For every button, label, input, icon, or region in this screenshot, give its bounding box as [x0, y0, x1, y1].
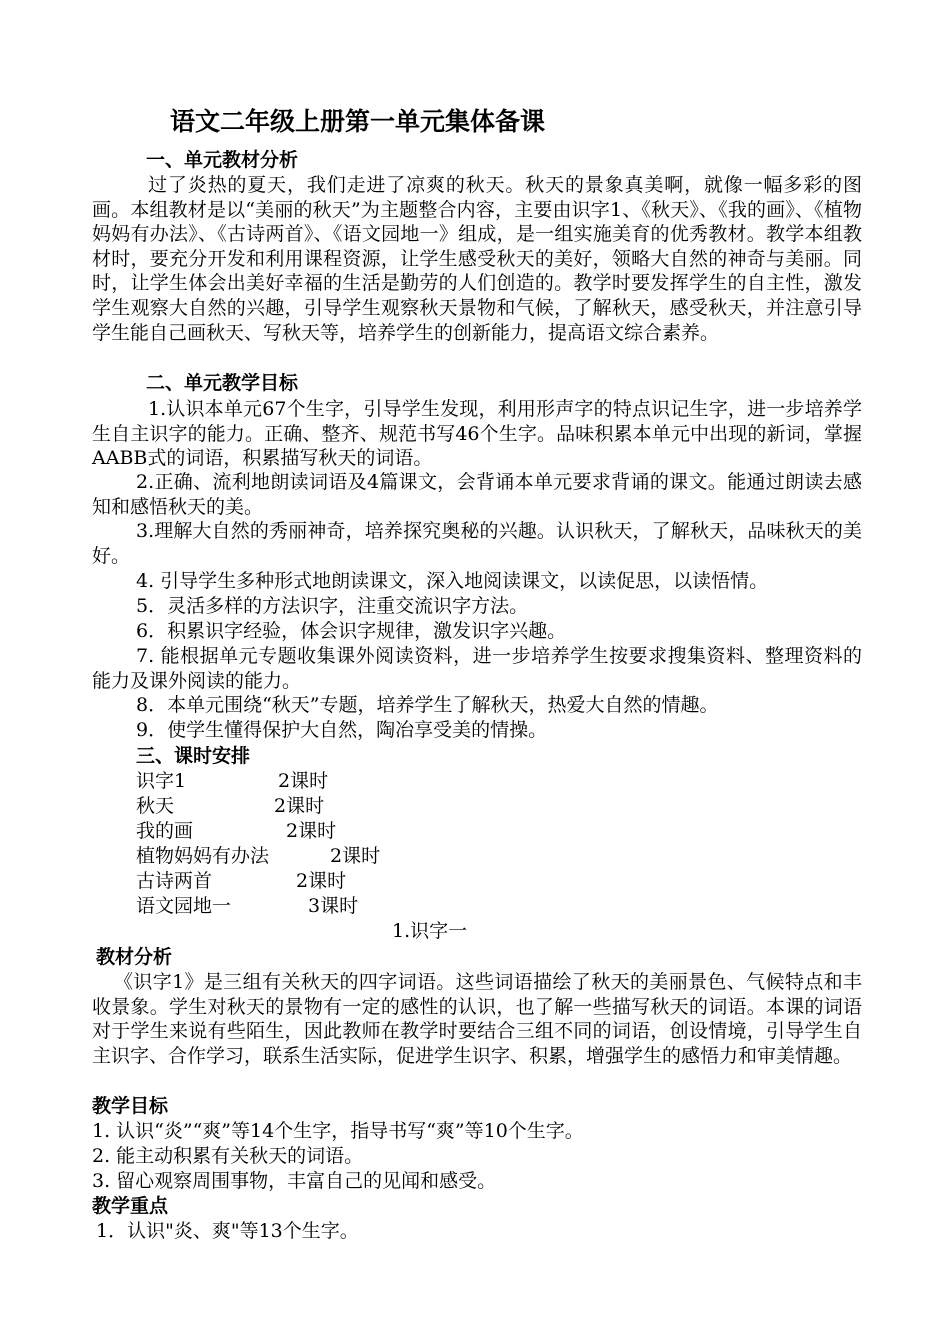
schedule-lesson: 古诗两首: [136, 870, 213, 892]
section-body-analysis: 过了炎热的夏天，我们走进了凉爽的秋天。秋天的景象真美啊，就像一幅多彩的图画。本组教材是以“美丽的秋天”为主题整合内容，主要由识字1、《秋天》、《我的画》、《植物妈妈有办法》、《古诗两首》、《语文园地一》组成，是一组实施美育的优秀教材。教学本组教材时，要充分开发和利用课程资源，让学生感受秋天的美好，领略大自然的神奇与美丽。同时，让学生体会出美好幸福的生活是勤劳的人们创造的。教学时要发挥学生的自主性，激发学生观察大自然的兴趣，引导学生观察秋天景物和气候，了解秋天，感受秋天，并注意引导学生能自己画秋天、写秋天等，培养学生的创新能力，提高语文综合素养。: [92, 174, 862, 344]
goal-item: 6．积累识字经验，体会识字规律，激发识字兴趣。: [136, 620, 567, 642]
section-heading-material: 教材分析: [96, 946, 173, 968]
section-heading-keypoints: 教学重点: [92, 1195, 169, 1217]
goal-item: 5．灵活多样的方法识字，注重交流识字方法。: [136, 595, 529, 617]
goal-item: 8．本单元围绕“秋天”专题，培养学生了解秋天，热爱大自然的情趣。: [136, 694, 719, 716]
objective-item: 2. 能主动积累有关秋天的词语。: [92, 1145, 364, 1167]
schedule-hours: 2课时: [296, 870, 347, 892]
document-title: 语文二年级上册第一单元集体备课: [170, 107, 546, 136]
section-heading-schedule: 三、课时安排: [136, 745, 251, 767]
schedule-hours: 2课时: [330, 845, 381, 867]
goal-item: 9．使学生懂得保护大自然，陶冶享受美的情操。: [136, 719, 548, 741]
schedule-hours: 2课时: [274, 795, 325, 817]
goal-item: 4. 引导学生多种形式地朗读课文，深入地阅读课文，以读促思，以读悟情。: [136, 570, 769, 592]
schedule-lesson: 我的画: [136, 820, 194, 842]
section-heading-goals: 二、单元教学目标: [146, 372, 299, 394]
objective-item: 3. 留心观察周围事物，丰富自己的见闻和感受。: [92, 1170, 497, 1192]
goal-item: 3.理解大自然的秀丽神奇，培养探究奥秘的兴趣。认识秋天，了解秋天，品味秋天的美好。: [92, 520, 862, 567]
goal-item: 1.认识本单元67个生字，引导学生发现，利用形声字的特点识记生字，进一步培养学生自主识字的能力。正确、整齐、规范书写46个生字。品味积累本单元中出现的新词，掌握AABB式的词语，积累描写秋天的词语。: [92, 398, 862, 470]
lesson-title: 1.识字一: [392, 920, 468, 942]
goal-item: 7. 能根据单元专题收集课外阅读资料，进一步培养学生按要求搜集资料、整理资料的能力及课外阅读的能力。: [92, 645, 862, 692]
schedule-hours: 2课时: [278, 770, 329, 792]
schedule-lesson: 语文园地一: [136, 895, 232, 917]
section-heading-analysis: 一、单元教材分析: [146, 149, 299, 171]
keypoint-item: 1．认识"炎、爽"等13个生字。: [96, 1220, 359, 1242]
schedule-lesson: 秋天: [136, 795, 175, 817]
material-analysis-body: 《识字1》是三组有关秋天的四字词语。这些词语描绘了秋天的美丽景色、气候特点和丰收景象。学生对秋天的景物有一定的感性的认识，也了解一些描写秋天的词语。本课的词语对于学生来说有些陌生，因此教师在教学时要结合三组不同的词语，创设情境，引导学生自主识字、合作学习，联系生活实际，促进学生识字、积累，增强学生的感悟力和审美情趣。: [92, 971, 862, 1067]
schedule-lesson: 植物妈妈有办法: [136, 845, 270, 867]
schedule-hours: 2课时: [286, 820, 337, 842]
goal-item: 2.正确、流利地朗读词语及4篇课文，会背诵本单元要求背诵的课文。能通过朗读去感知和感悟秋天的美。: [92, 471, 862, 518]
objective-item: 1. 认识“炎”“爽”等14个生字，指导书写“爽”等10个生字。: [92, 1120, 584, 1142]
section-heading-objectives: 教学目标: [92, 1095, 169, 1117]
schedule-lesson: 识字1: [136, 770, 187, 792]
schedule-hours: 3课时: [308, 895, 359, 917]
